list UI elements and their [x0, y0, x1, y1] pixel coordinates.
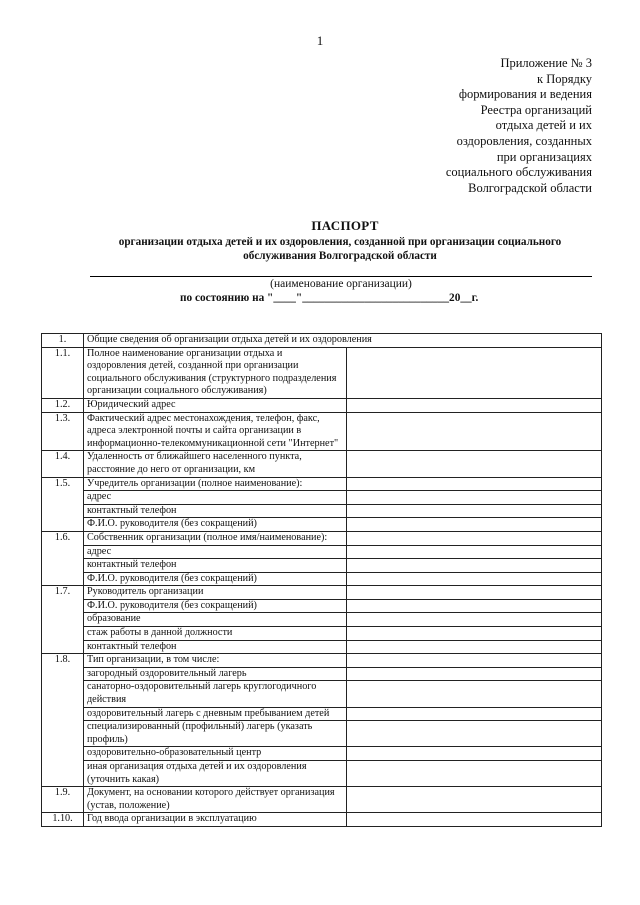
appendix-line: отдыха детей и их [495, 118, 592, 133]
row-value-field[interactable] [347, 491, 602, 505]
table-row [42, 707, 602, 721]
row-label: стаж работы в данной должности [84, 627, 347, 641]
row-label: оздоровительно-образовательный центр [84, 747, 347, 761]
row-label: контактный телефон [84, 504, 347, 518]
row-label: Фактический адрес местонахождения, телефон, факс, адреса электронной почты и сайта организации в информационно-телекоммуникационной сети "Интернет" [84, 412, 347, 451]
row-value-field[interactable] [347, 531, 602, 545]
row-label: Ф.И.О. руководителя (без сокращений) [84, 572, 347, 586]
row-value-field[interactable] [347, 518, 602, 532]
table-row [42, 667, 602, 681]
row-value-field[interactable] [347, 627, 602, 641]
row-value-field[interactable] [347, 545, 602, 559]
row-value-field[interactable] [347, 707, 602, 721]
row-label: Полное наименование организации отдыха и оздоровления детей, созданной при организации социального обслуживания (структурного подразделения организации социального обслуживания) [84, 347, 347, 398]
passport-table [41, 333, 602, 827]
table-row [42, 721, 602, 747]
table-row [42, 518, 602, 532]
organization-name-line [90, 276, 592, 277]
row-label: специализированный (профильный) лагерь (указать профиль) [84, 721, 347, 747]
table-row [42, 747, 602, 761]
table-row [42, 787, 602, 813]
appendix-line: Реестра организаций [480, 102, 592, 117]
row-number: 1.7. [42, 586, 84, 654]
row-value-field[interactable] [347, 761, 602, 787]
row-number: 1.4. [42, 451, 84, 477]
row-label: адрес [84, 545, 347, 559]
row-label: Год ввода организации в эксплуатацию [84, 813, 347, 827]
row-label: Ф.И.О. руководителя (без сокращений) [84, 599, 347, 613]
row-value-field[interactable] [347, 559, 602, 573]
table-row [42, 813, 602, 827]
table-row [42, 504, 602, 518]
page-number: 1 [316, 33, 324, 48]
row-label: образование [84, 613, 347, 627]
table-row [42, 559, 602, 573]
table-row [42, 334, 602, 348]
row-label: Удаленность от ближайшего населенного пункта, расстояние до него от организации, км [84, 451, 347, 477]
table-row [42, 681, 602, 707]
appendix-reference [446, 56, 592, 196]
appendix-line: при организациях [496, 149, 592, 164]
row-number: 1.2. [42, 398, 84, 412]
row-label: адрес [84, 491, 347, 505]
row-label: оздоровительный лагерь с дневным пребыванием детей [84, 707, 347, 721]
row-value-field[interactable] [347, 477, 602, 491]
document-title: ПАСПОРТ [311, 218, 379, 233]
row-number: 1.9. [42, 787, 84, 813]
row-value-field[interactable] [347, 787, 602, 813]
row-value-field[interactable] [347, 813, 602, 827]
row-number: 1.6. [42, 531, 84, 585]
appendix-line: социального обслуживания [445, 165, 592, 180]
document-subtitle: организации отдыха детей и их оздоровления, созданной при организации социального обслуживания Волгоградской области [118, 236, 562, 262]
row-value-field[interactable] [347, 599, 602, 613]
row-value-field[interactable] [347, 654, 602, 668]
row-number: 1.1. [42, 347, 84, 398]
table-row [42, 613, 602, 627]
appendix-line: Волгоградской области [468, 180, 592, 195]
row-value-field[interactable] [347, 572, 602, 586]
row-value-field[interactable] [347, 412, 602, 451]
row-number: 1.10. [42, 813, 84, 827]
table-row [42, 654, 602, 668]
table-row [42, 412, 602, 451]
as-of-date-line: по состоянию на "____"__________________________20__г. [180, 292, 479, 304]
row-label: Собственник организации (полное имя/наименование): [84, 531, 347, 545]
table-row [42, 347, 602, 398]
table-row [42, 491, 602, 505]
row-label: Документ, на основании которого действует организация (устав, положение) [84, 787, 347, 813]
table-row [42, 599, 602, 613]
appendix-line: оздоровления, созданных [456, 133, 592, 148]
row-label: иная организация отдыха детей и их оздоровления (уточнить какая) [84, 761, 347, 787]
row-label: загородный оздоровительный лагерь [84, 667, 347, 681]
appendix-line: к Порядку [537, 71, 592, 86]
row-number: 1. [42, 334, 84, 348]
row-value-field[interactable] [347, 347, 602, 398]
row-number: 1.8. [42, 654, 84, 787]
table-row [42, 398, 602, 412]
row-label: Общие сведения об организации отдыха детей и их оздоровления [84, 334, 602, 348]
row-label: санаторно-оздоровительный лагерь круглогодичного действия [84, 681, 347, 707]
row-label: Руководитель организации [84, 586, 347, 600]
row-label: Тип организации, в том числе: [84, 654, 347, 668]
row-value-field[interactable] [347, 451, 602, 477]
row-label: Ф.И.О. руководителя (без сокращений) [84, 518, 347, 532]
row-label: Учредитель организации (полное наименование): [84, 477, 347, 491]
table-row [42, 572, 602, 586]
table-row [42, 451, 602, 477]
table-row [42, 545, 602, 559]
appendix-line: Приложение № 3 [500, 56, 592, 70]
row-number: 1.3. [42, 412, 84, 451]
table-row [42, 531, 602, 545]
row-value-field[interactable] [347, 747, 602, 761]
row-value-field[interactable] [347, 640, 602, 654]
row-value-field[interactable] [347, 613, 602, 627]
row-label: контактный телефон [84, 640, 347, 654]
row-label: контактный телефон [84, 559, 347, 573]
row-value-field[interactable] [347, 586, 602, 600]
table-row [42, 761, 602, 787]
table-row [42, 627, 602, 641]
row-value-field[interactable] [347, 681, 602, 707]
appendix-line: формирования и ведения [458, 87, 592, 102]
row-value-field[interactable] [347, 667, 602, 681]
row-label: Юридический адрес [84, 398, 347, 412]
table-row [42, 586, 602, 600]
row-value-field[interactable] [347, 504, 602, 518]
row-value-field[interactable] [347, 721, 602, 747]
table-row [42, 477, 602, 491]
organization-name-caption: (наименование организации) [270, 278, 412, 290]
table-row [42, 640, 602, 654]
row-number: 1.5. [42, 477, 84, 531]
row-value-field[interactable] [347, 398, 602, 412]
